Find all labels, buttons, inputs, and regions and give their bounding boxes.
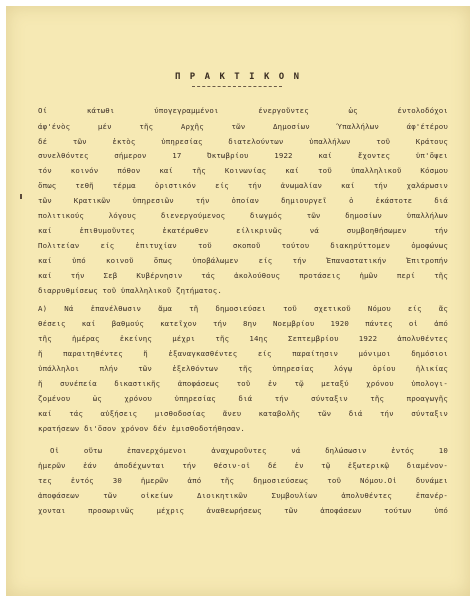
text-line: ἤ συνέπεία δικαστικῆς ἀποφάσεως τοῦ ἐν τῷ μεταξύ χρόνου ὑπολογι-: [38, 379, 448, 388]
text-line: ἤ παραιτηθέντες ἤ ἐξαναγκασθέντες είς παραίτησιν μόνιμοι δημόσιοι: [38, 349, 448, 358]
text-line: ἡμερῶν ἐάν ἀποδέχωνται τήν θέσιν·οἱ δέ ἐν τῷ ἐξωτερικῷ διαμένον-: [38, 461, 448, 470]
text-line: ὑπάλληλοι πλήν τῶν ἐξελθόντων τῆς ὑπηρεσίας λόγῳ ὁρίου ἡλικίας: [38, 364, 448, 373]
text-line: Πολιτείαν είς ἐπιτυχίαν τοῦ σκοποῦ τούτου διακηρύττομεν ὁμοφώνως: [38, 241, 448, 250]
text-line: πολιτικούς λόγους διενεργούμενος διωγμός τῶν δημοσίων ὑπαλλήλων: [38, 211, 448, 220]
text-line: Α) Νά ἐπανέλθωσιν ἅμα τῆ δημοσιεύσει τοῦ σχετικοῦ Νόμου είς ἅς: [38, 304, 448, 313]
text-line: τόν κοινόν πόθον καί τῆς Κοινωνίας καί τοῦ ὑπαλληλικοῦ Κόσμου: [38, 166, 448, 175]
text-line: Οί κάτωθι ύπογεγραμμένοι ένεργοῦντες ὡς έντολοδόχοι: [38, 106, 448, 115]
text-line: κρατήσεων δι'ὅσον χρόνον δέν ἐμισθοδοτήθησαν.: [38, 424, 245, 433]
text-line: άφ'ένὸς μέν τῆς Αρχῆς τῶν Δημοσίων Ύπαλλήλων άφ'έτέρου: [38, 122, 448, 131]
margin-mark: [20, 194, 22, 199]
text-line: ζομένου ὡς χρόνου ὑπηρεσίας διά τήν σύνταξιν τῆς προαγωγῆς: [38, 394, 448, 403]
text-line: τῶν Κρατικῶν ὑπηρεσιῶν τήν ὁποίαν δημιουργεῖ ὁ ἐκάστοτε διά: [38, 196, 448, 205]
text-line: διαρρυθμίσεως τοῦ ὑπαλληλικοῦ ζητήματος.: [38, 286, 222, 295]
text-line: ἀποφάσεων τῶν οἰκείων Διοικητικῶν Συμβουλίων ἀπολυθέντες ἐπανέρ-: [38, 491, 448, 500]
text-line: συνελθόντες σήμερον 17 Όκτωβρίου 1922 καί ἔχοντες ὑπ'ὄψει: [38, 151, 448, 160]
text-line: καί ἐπιθυμοῦντες ἑκατέρωθεν είλικρινῶς νά συμβοηθήσωμεν τήν: [38, 226, 448, 235]
title-underline: [192, 86, 282, 87]
text-line: καί ὑπό κοινοῦ ὅπως ὑποβάλωμεν είς τήν Έπαναστατικήν Έπιτροπήν: [38, 256, 448, 265]
document-title: Π Ρ Α Κ Τ Ι Κ Ο Ν: [174, 72, 302, 82]
text-line: θέσεις καί βαθμούς κατεῖχον τήν 8ην Νοεμβρίου 1920 πάντες οἱ ἀπό: [38, 319, 448, 328]
text-line: καί τήν Σεβ Κυβέρνησιν τάς ἀκολούθους προτάσεις ἡμῶν περί τῆς: [38, 271, 448, 280]
text-line: τῆς ἡμέρας ἐκείνης μέχρι τῆς 14ης Σεπτεμβρίου 1922 ἀπολυθέντες: [38, 334, 448, 343]
text-line: Οἱ οὕτω ἐπανερχόμενοι ἀναχωροῦντες νά δηλώσωσιν ἐντός 10: [50, 446, 448, 455]
text-line: ὅπως τεθῆ τέρμα ὁριστικόν είς τήν ἀνωμαλίαν καί τήν χαλάρωσιν: [38, 181, 448, 190]
document-page: [6, 6, 470, 596]
text-line: καί τάς αὐξήσεις μισθοδοσίας ἄνευ καταβολῆς τῶν διά τήν σύνταξιν: [38, 409, 448, 418]
text-line: τες ἐντός 30 ἡμερῶν ἀπό τῆς δημοσιεύσεως τοῦ Νόμου.Οἱ δυνάμει: [38, 476, 448, 485]
text-line: δέ τῶν ἐκτὸς ὑπηρεσίας διατελούντων ὑπαλλήλων τοῦ Κράτους: [38, 137, 448, 146]
text-line: χονται προσωρινῶς μέχρις ἀναθεωρήσεως τῶν ἀποφάσεων τούτων ὑπό: [38, 506, 448, 515]
